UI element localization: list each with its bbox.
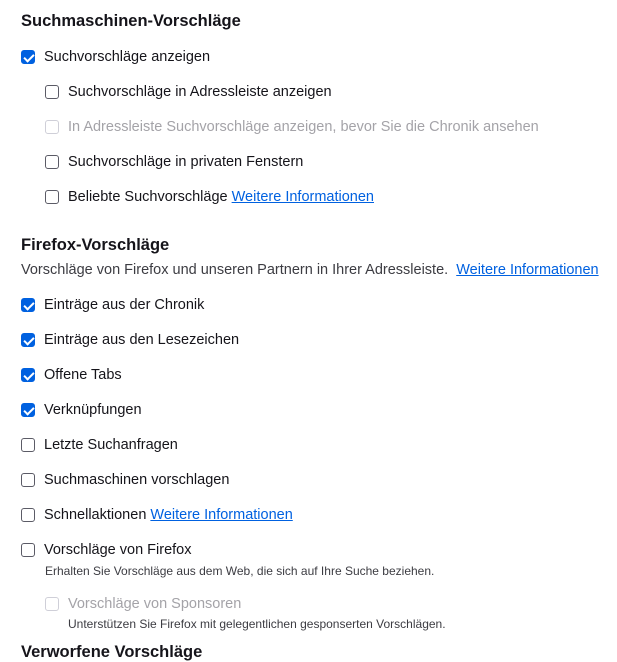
sponsored-suggestions-label: Vorschläge von Sponsoren — [68, 596, 242, 612]
bookmarks-label[interactable]: Einträge aus den Lesezeichen — [44, 332, 240, 348]
recent-searches-checkbox[interactable] — [21, 438, 35, 452]
suggestions-before-history-checkbox-row — [45, 116, 539, 138]
private-windows-suggestions-checkbox-row[interactable] — [45, 151, 303, 173]
sponsored-suggestions-sublabel: Unterstützen Sie Firefox mit gelegentlichen gesponserten Vorschlägen. — [68, 617, 446, 631]
show-search-suggestions-checkbox[interactable] — [21, 50, 35, 64]
popular-suggestions-label[interactable]: Beliebte Suchvorschläge — [68, 189, 228, 205]
popular-suggestions-learn-more-link[interactable]: Weitere Informationen — [231, 189, 374, 205]
history-checkbox-row[interactable] — [21, 294, 204, 316]
popular-suggestions-checkbox[interactable] — [45, 190, 59, 204]
firefox-suggest-checkbox-row[interactable] — [21, 539, 192, 561]
search-engines-label[interactable]: Suchmaschinen vorschlagen — [44, 472, 230, 488]
sponsored-suggestions-checkbox-row — [45, 593, 241, 615]
history-label[interactable]: Einträge aus der Chronik — [44, 297, 205, 313]
firefox-suggest-checkbox[interactable] — [21, 543, 35, 557]
firefox-suggest-sublabel: Erhalten Sie Vorschläge aus dem Web, die sich auf Ihre Suche beziehen. — [45, 564, 435, 578]
shortcuts-checkbox-row[interactable] — [21, 399, 142, 421]
firefox-suggestions-heading: Firefox-Vorschläge — [21, 236, 170, 254]
popular-suggestions-checkbox-row[interactable] — [45, 186, 374, 208]
recent-searches-checkbox-row[interactable] — [21, 434, 178, 456]
shortcuts-checkbox[interactable] — [21, 403, 35, 417]
search-suggestions-heading: Suchmaschinen-Vorschläge — [21, 12, 241, 30]
suggestions-before-history-label: In Adressleiste Suchvorschläge anzeigen, bevor Sie die Chronik ansehen — [68, 119, 539, 135]
open-tabs-checkbox-row[interactable] — [21, 364, 122, 386]
recent-searches-label[interactable]: Letzte Suchanfragen — [44, 437, 178, 453]
show-search-suggestions-checkbox-row[interactable] — [21, 46, 210, 68]
address-bar-suggestions-checkbox[interactable] — [45, 85, 59, 99]
search-engines-checkbox[interactable] — [21, 473, 35, 487]
quick-actions-checkbox[interactable] — [21, 508, 35, 522]
show-search-suggestions-label[interactable]: Suchvorschläge anzeigen — [44, 49, 211, 65]
firefox-suggest-label[interactable]: Vorschläge von Firefox — [44, 542, 192, 558]
bookmarks-checkbox-row[interactable] — [21, 329, 239, 351]
firefox-suggestions-description-text: Vorschläge von Firefox und unseren Partnern in Ihrer Adressleiste. — [21, 262, 449, 278]
firefox-suggestions-learn-more-link[interactable]: Weitere Informationen — [456, 262, 599, 278]
open-tabs-checkbox[interactable] — [21, 368, 35, 382]
quick-actions-learn-more-link[interactable]: Weitere Informationen — [150, 507, 293, 523]
quick-actions-checkbox-row[interactable] — [21, 504, 293, 526]
private-windows-suggestions-label[interactable]: Suchvorschläge in privaten Fenstern — [68, 154, 304, 170]
address-bar-suggestions-checkbox-row[interactable] — [45, 81, 332, 103]
history-checkbox[interactable] — [21, 298, 35, 312]
private-windows-suggestions-checkbox[interactable] — [45, 155, 59, 169]
shortcuts-label[interactable]: Verknüpfungen — [44, 402, 142, 418]
address-bar-suggestions-label[interactable]: Suchvorschläge in Adressleiste anzeigen — [68, 84, 332, 100]
bookmarks-checkbox[interactable] — [21, 333, 35, 347]
sponsored-suggestions-checkbox — [45, 597, 59, 611]
search-engines-checkbox-row[interactable] — [21, 469, 229, 491]
open-tabs-label[interactable]: Offene Tabs — [44, 367, 122, 383]
suggestions-before-history-checkbox — [45, 120, 59, 134]
firefox-suggestions-description — [21, 262, 599, 278]
quick-actions-label[interactable]: Schnellaktionen — [44, 507, 147, 523]
dismissed-suggestions-heading: Verworfene Vorschläge — [21, 643, 203, 661]
